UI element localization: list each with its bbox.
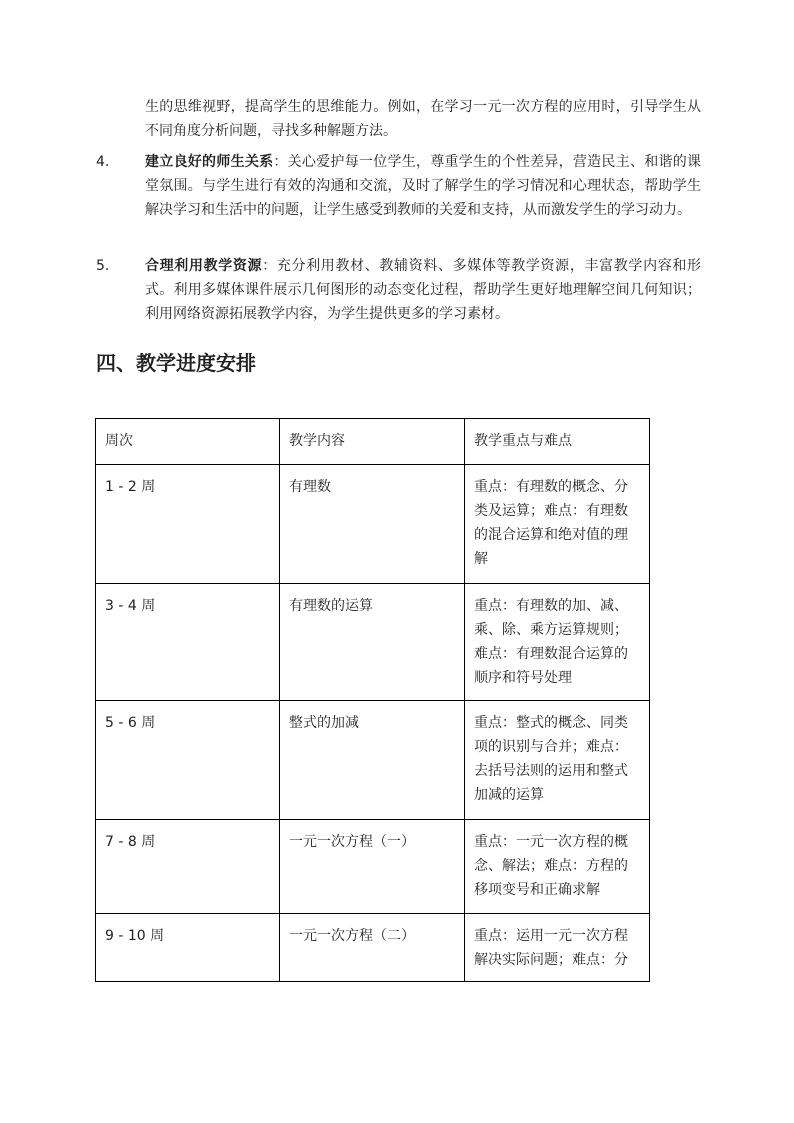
list-number: 5. (96, 258, 110, 274)
cell-week: 3 - 4 周 (96, 584, 280, 701)
paragraph-continuation (145, 95, 701, 143)
cell-key-points: 重点：有理数的加、减、乘、除、乘方运算规则；难点：有理数混合运算的顺序和符号处理 (465, 584, 650, 701)
table-row (96, 701, 650, 820)
teaching-schedule-table (95, 418, 650, 982)
cell-content: 一元一次方程（一） (280, 820, 465, 914)
cell-key-points: 重点：运用一元一次方程解决实际问题；难点：分 (465, 914, 650, 982)
list-number: 4. (96, 154, 110, 170)
paragraph-text: 生的思维视野，提高学生的思维能力。例如，在学习一元一次方程的应用时，引导学生从不同角度分析问题，寻找多种解题方法。 (145, 99, 701, 139)
cell-content: 有理数 (280, 465, 465, 584)
table-header-row (96, 419, 650, 465)
table-row (96, 914, 650, 982)
cell-content: 整式的加减 (280, 701, 465, 820)
cell-week: 9 - 10 周 (96, 914, 280, 982)
cell-week: 5 - 6 周 (96, 701, 280, 820)
list-item-teaching-resources (145, 254, 701, 326)
table-row (96, 465, 650, 584)
column-header-key-points: 教学重点与难点 (465, 419, 650, 465)
list-item-body: ：关心爱护每一位学生，尊重学生的个性差异，营造民主、和谐的课堂氛围。与学生进行有效的沟通和交流，及时了解学生的学习情况和心理状态，帮助学生解决学习和生活中的问题，让学生感受到教师的关爱和支持，从而激发学生的学习动力。 (145, 154, 702, 218)
table-row (96, 820, 650, 914)
cell-week: 7 - 8 周 (96, 820, 280, 914)
cell-week: 1 - 2 周 (96, 465, 280, 584)
cell-key-points: 重点：有理数的概念、分类及运算；难点：有理数的混合运算和绝对值的理解 (465, 465, 650, 584)
list-item-teacher-student-relationship (145, 150, 701, 222)
list-item-title: 合理利用教学资源 (145, 258, 263, 274)
cell-content: 有理数的运算 (280, 584, 465, 701)
cell-content: 一元一次方程（二） (280, 914, 465, 982)
cell-key-points: 重点：整式的概念、同类项的识别与合并；难点：去括号法则的运用和整式加减的运算 (465, 701, 650, 820)
section-heading: 四、教学进度安排 (96, 351, 256, 375)
cell-key-points: 重点：一元一次方程的概念、解法；难点：方程的移项变号和正确求解 (465, 820, 650, 914)
table-row (96, 584, 650, 701)
column-header-week: 周次 (96, 419, 280, 465)
column-header-content: 教学内容 (280, 419, 465, 465)
list-item-body: ：充分利用教材、教辅资料、多媒体等教学资源，丰富教学内容和形式。利用多媒体课件展示几何图形的动态变化过程，帮助学生更好地理解空间几何知识；利用网络资源拓展教学内容，为学生提供更多的学习素材。 (145, 258, 702, 322)
list-item-title: 建立良好的师生关系 (145, 154, 274, 170)
